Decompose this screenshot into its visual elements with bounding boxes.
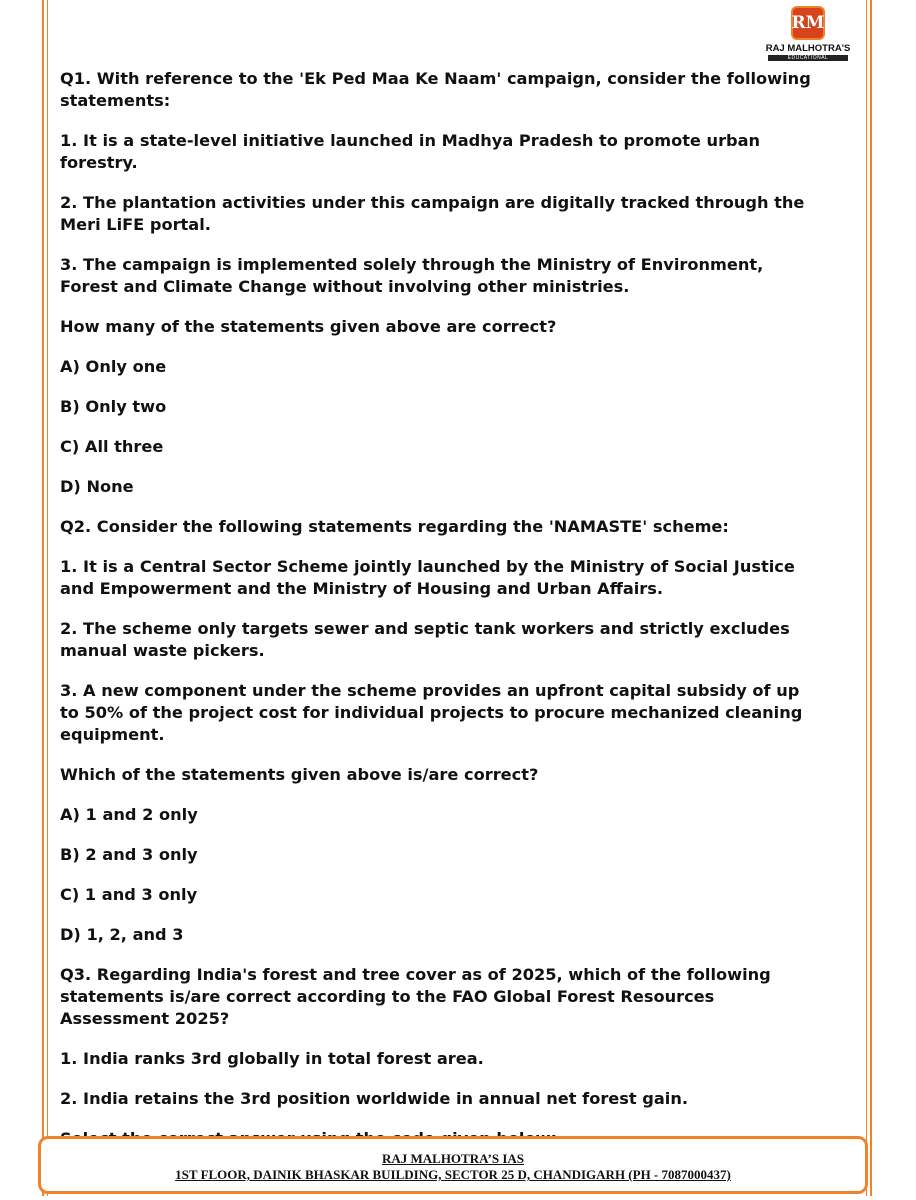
statement: 1. It is a state-level initiative launched in Madhya Pradesh to promote urban forestry. [60, 131, 761, 172]
option: C) 1 and 3 only [60, 885, 198, 904]
statement: 2. The scheme only targets sewer and septic tank workers and strictly excludes manual waste pickers. [60, 619, 790, 660]
logo-mark-icon: RM [791, 6, 825, 40]
logo-name: RAJ MALHOTRA'S [765, 43, 851, 54]
option: D) 1, 2, and 3 [60, 925, 184, 944]
option: A) 1 and 2 only [60, 805, 198, 824]
question-prompt: How many of the statements given above are correct? [60, 317, 557, 336]
question-content [60, 68, 820, 1190]
option: A) Only one [60, 357, 167, 376]
question-stem: Q2. Consider the following statements regarding the 'NAMASTE' scheme: [60, 517, 729, 536]
statement: 3. A new component under the scheme provides an upfront capital subsidy of up to 50% of the project cost for individual projects to procure mechanized cleaning equipment. [60, 681, 803, 744]
statement: 1. India ranks 3rd globally in total forest area. [60, 1049, 484, 1068]
statement: 3. The campaign is implemented solely through the Ministry of Environment, Forest and Climate Change without involving other ministries. [60, 255, 764, 296]
statement: 2. India retains the 3rd position worldwide in annual net forest gain. [60, 1089, 689, 1108]
question-stem: Q1. With reference to the 'Ek Ped Maa Ke Naam' campaign, consider the following statements: [60, 69, 811, 110]
brand-logo [762, 6, 854, 61]
statement: 2. The plantation activities under this campaign are digitally tracked through the Meri LiFE portal. [60, 193, 805, 234]
question-stem: Q3. Regarding India's forest and tree cover as of 2025, which of the following statements is/are correct according to the FAO Global Forest Resources Assessment 2025? [60, 965, 771, 1028]
option: B) Only two [60, 397, 167, 416]
footer-institute-name: RAJ MALHOTRA’S IAS [381, 1151, 525, 1166]
option: B) 2 and 3 only [60, 845, 198, 864]
option: D) None [60, 477, 134, 496]
statement: 1. It is a Central Sector Scheme jointly launched by the Ministry of Social Justice and Empowerment and the Ministry of Housing and Urban Affairs. [60, 557, 795, 598]
option: C) All three [60, 437, 164, 456]
logo-subtitle: EDUCATIONAL [768, 55, 848, 61]
page-footer [38, 1136, 868, 1194]
question-prompt: Which of the statements given above is/are correct? [60, 765, 539, 784]
footer-address: 1ST FLOOR, DAINIK BHASKAR BUILDING, SECTOR 25 D, CHANDIGARH (PH - 7087000437) [175, 1167, 731, 1182]
